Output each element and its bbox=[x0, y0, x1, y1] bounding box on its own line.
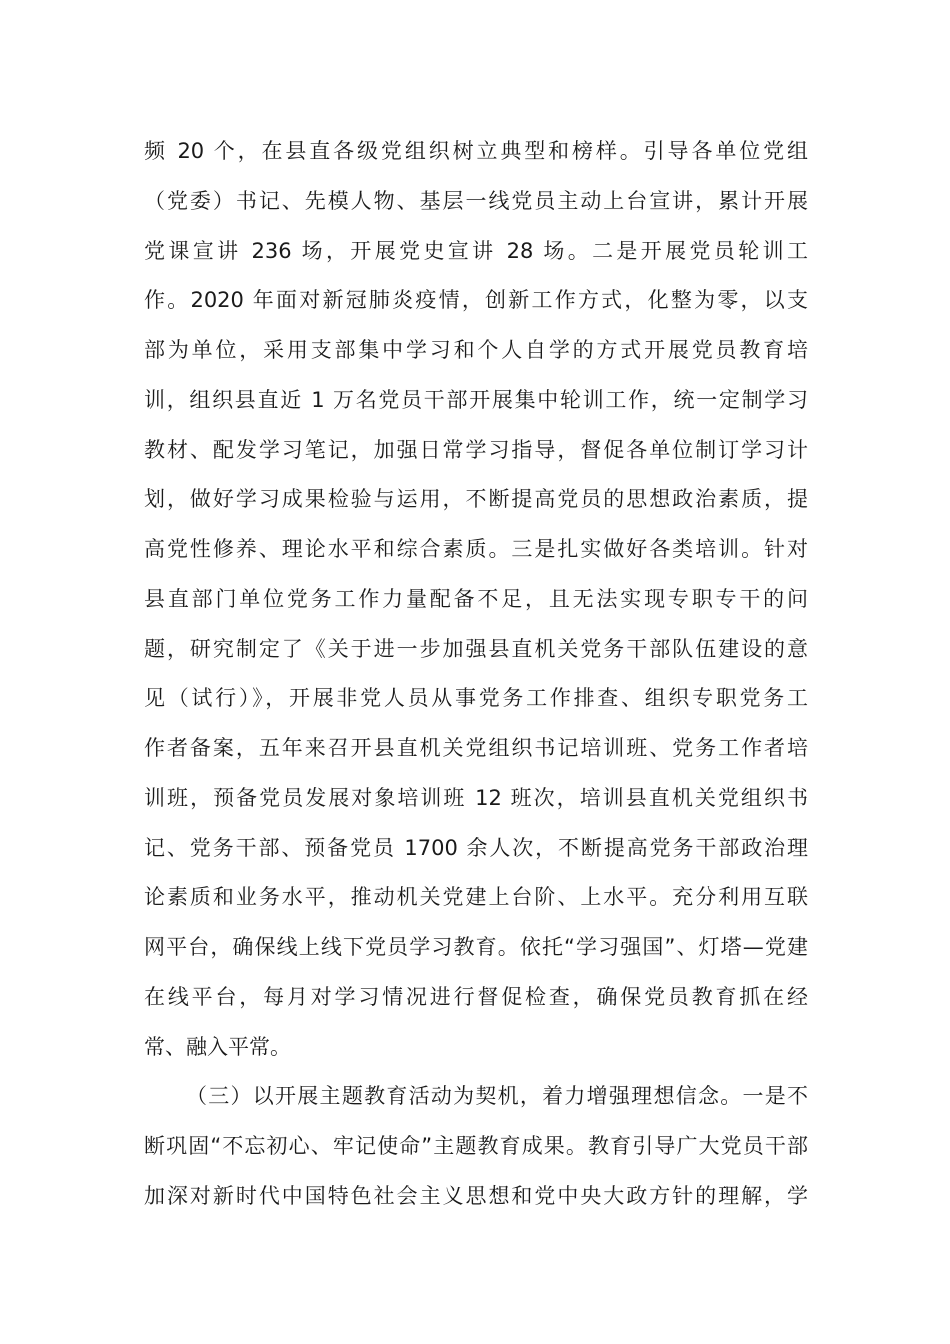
text-line-22: 加深对新时代中国特色社会主义思想和党中央大政方针的理解，学 bbox=[144, 1184, 808, 1208]
text-line-13: 作者备案，五年来召开县直机关党组织书记培训班、党务工作者培 bbox=[144, 736, 808, 760]
text-line-4: 作。2020 年面对新冠肺炎疫情，创新工作方式，化整为零，以支 bbox=[144, 288, 808, 312]
text-line-2: （党委）书记、先模人物、基层一线党员主动上台宣讲，累计开展 bbox=[144, 189, 808, 213]
text-line-9: 高党性修养、理论水平和综合素质。三是扎实做好各类培训。针对 bbox=[144, 537, 808, 561]
text-line-15: 记、党务干部、预备党员 1700 余人次，不断提高党务干部政治理 bbox=[144, 836, 808, 860]
text-line-12: 见（试行）》，开展非党人员从事党务工作排查、组织专职党务工 bbox=[144, 686, 808, 710]
text-line-11: 题，研究制定了《关于进一步加强县直机关党务干部队伍建设的意 bbox=[144, 637, 808, 661]
text-line-20: （三）以开展主题教育活动为契机，着力增强理想信念。一是不 bbox=[186, 1084, 808, 1108]
text-line-14: 训班，预备党员发展对象培训班 12 班次，培训县直机关党组织书 bbox=[144, 786, 808, 810]
text-line-19: 常、融入平常。 bbox=[144, 1035, 291, 1059]
text-line-3: 党课宣讲 236 场，开展党史宣讲 28 场。二是开展党员轮训工 bbox=[144, 239, 808, 263]
text-line-10: 县直部门单位党务工作力量配备不足，且无法实现专职专干的问 bbox=[144, 587, 808, 611]
text-line-6: 训，组织县直近 1 万名党员干部开展集中轮训工作，统一定制学习 bbox=[144, 388, 808, 412]
text-line-7: 教材、配发学习笔记，加强日常学习指导，督促各单位制订学习计 bbox=[144, 438, 808, 462]
text-line-18: 在线平台，每月对学习情况进行督促检查，确保党员教育抓在经 bbox=[144, 985, 808, 1009]
text-line-21: 断巩固“不忘初心、牢记使命”主题教育成果。教育引导广大党员干部 bbox=[144, 1134, 808, 1158]
text-line-5: 部为单位，采用支部集中学习和个人自学的方式开展党员教育培 bbox=[144, 338, 808, 362]
text-line-1: 频 20 个，在县直各级党组织树立典型和榜样。引导各单位党组 bbox=[144, 139, 808, 163]
text-line-8: 划，做好学习成果检验与运用，不断提高党员的思想政治素质，提 bbox=[144, 487, 808, 511]
text-line-17: 网平台，确保线上线下党员学习教育。依托“学习强国”、灯塔—党建 bbox=[144, 935, 808, 959]
text-line-16: 论素质和业务水平，推动机关党建上台阶、上水平。充分利用互联 bbox=[144, 885, 808, 909]
